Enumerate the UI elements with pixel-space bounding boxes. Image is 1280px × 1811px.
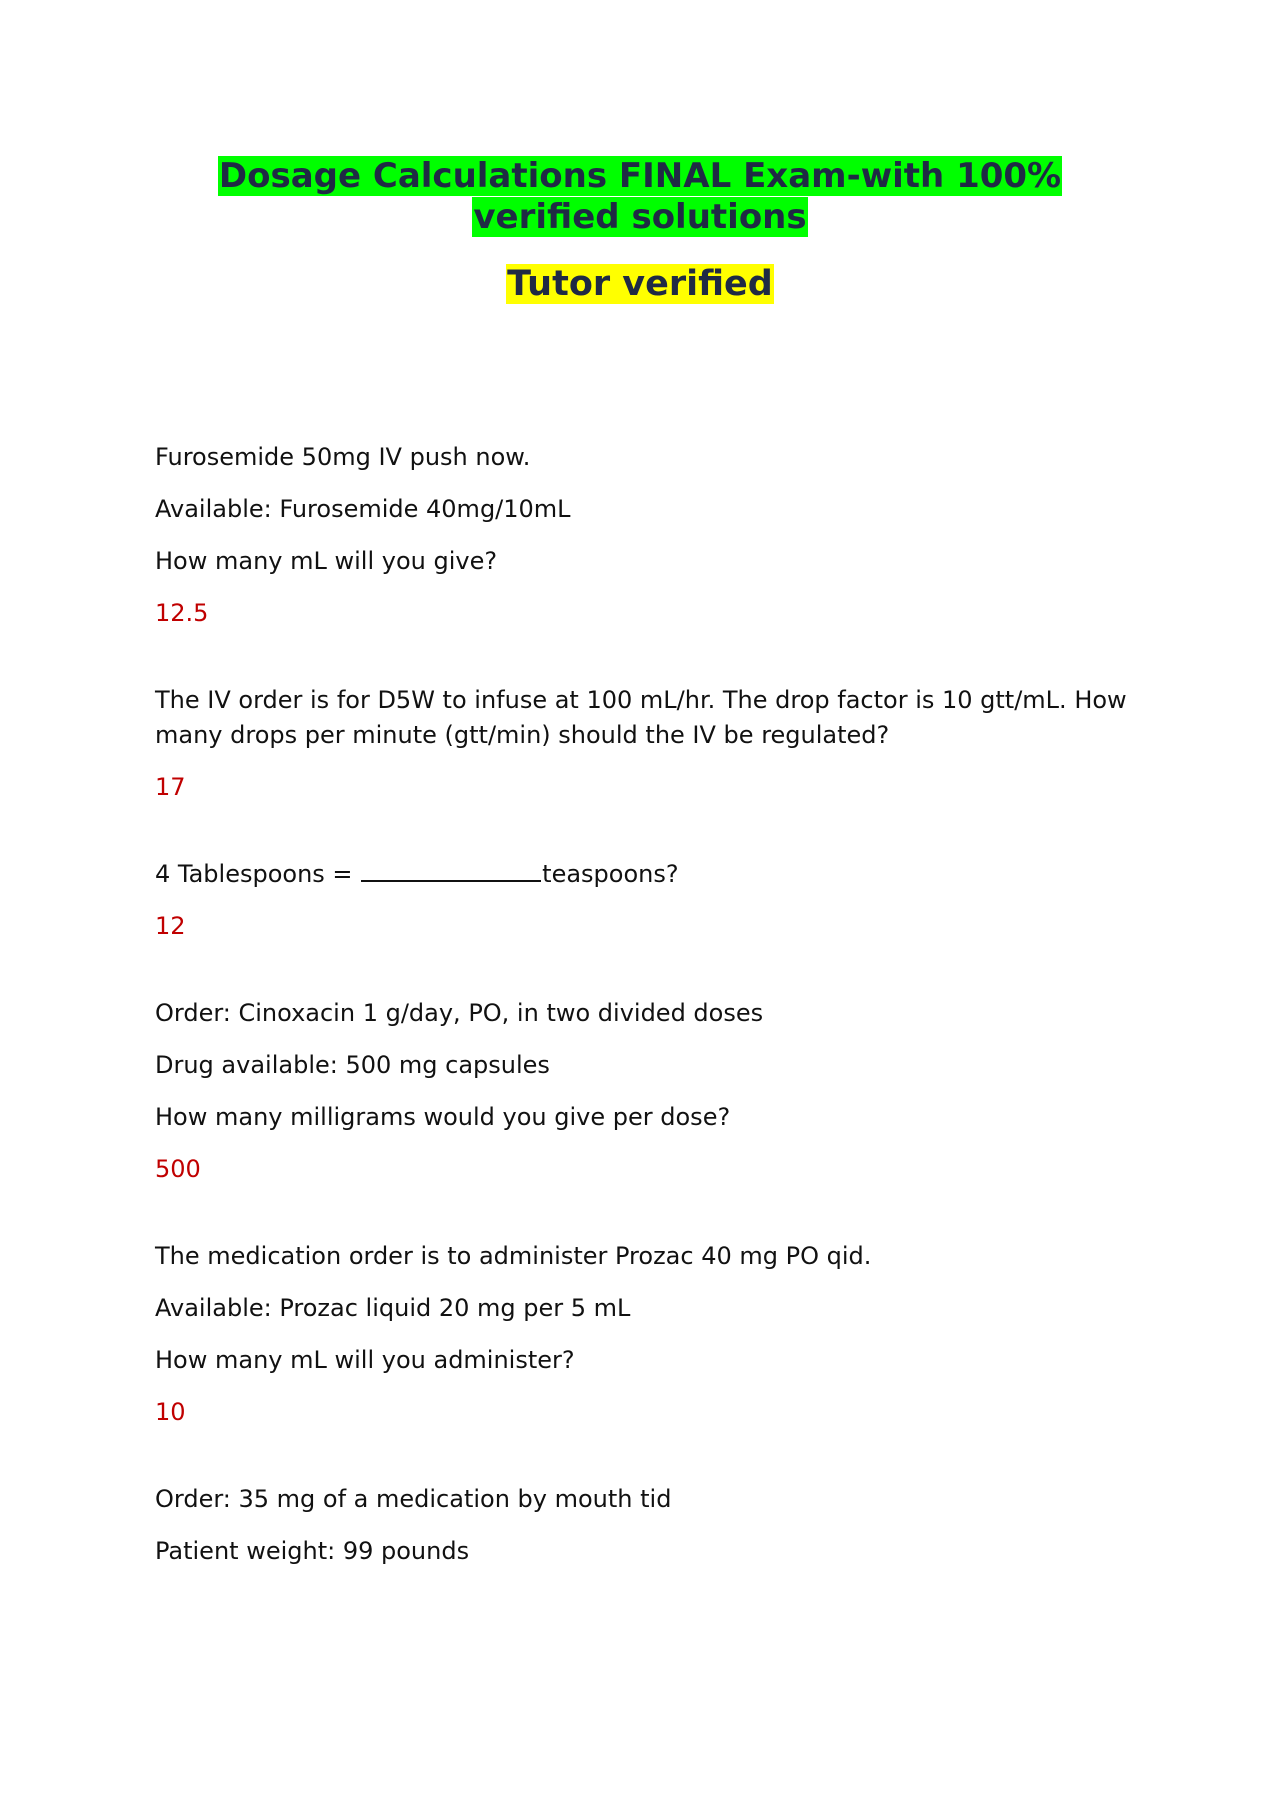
question-5 bbox=[155, 1239, 1135, 1430]
question-line: How many mL will you administer? bbox=[155, 1346, 575, 1374]
title-line-1: Dosage Calculations FINAL Exam-with 100% bbox=[218, 156, 1062, 196]
question-line: Available: Furosemide 40mg/10mL bbox=[155, 495, 571, 523]
question-4 bbox=[155, 996, 1135, 1187]
answer: 10 bbox=[155, 1398, 186, 1426]
document-title bbox=[0, 156, 1280, 238]
question-line: Available: Prozac liquid 20 mg per 5 mL bbox=[155, 1294, 631, 1322]
question-line: The medication order is to administer Prozac 40 mg PO qid. bbox=[155, 1242, 872, 1270]
subtitle-text: Tutor verified bbox=[507, 264, 773, 304]
question-6 bbox=[155, 1482, 1135, 1569]
question-line: Patient weight: 99 pounds bbox=[155, 1537, 470, 1565]
answer-blank bbox=[361, 858, 541, 882]
title-line-2: verified solutions bbox=[473, 197, 807, 237]
question-line: Order: 35 mg of a medication by mouth tid bbox=[155, 1485, 672, 1513]
question-line: Order: Cinoxacin 1 g/day, PO, in two divided doses bbox=[155, 999, 764, 1027]
answer: 17 bbox=[155, 773, 186, 801]
question-line: The IV order is for D5W to infuse at 100 mL/hr. The drop factor is 10 gtt/mL. How many drops per minute (gtt/min) should the IV be regulated? bbox=[155, 686, 1127, 749]
question-2 bbox=[155, 683, 1135, 805]
question-suffix: teaspoons? bbox=[542, 860, 679, 888]
question-line: How many milligrams would you give per dose? bbox=[155, 1103, 731, 1131]
question-line: How many mL will you give? bbox=[155, 547, 498, 575]
answer: 12 bbox=[155, 912, 186, 940]
title-block bbox=[0, 156, 1280, 305]
answer: 12.5 bbox=[155, 599, 209, 627]
question-line: Furosemide 50mg IV push now. bbox=[155, 443, 531, 471]
question-1 bbox=[155, 440, 1135, 631]
question-line: Drug available: 500 mg capsules bbox=[155, 1051, 550, 1079]
question-prefix: 4 Tablespoons = bbox=[155, 860, 361, 888]
question-line bbox=[155, 857, 1135, 892]
questions-list bbox=[155, 440, 1135, 1586]
question-3 bbox=[155, 857, 1135, 944]
document-subtitle bbox=[0, 263, 1280, 305]
answer: 500 bbox=[155, 1155, 201, 1183]
